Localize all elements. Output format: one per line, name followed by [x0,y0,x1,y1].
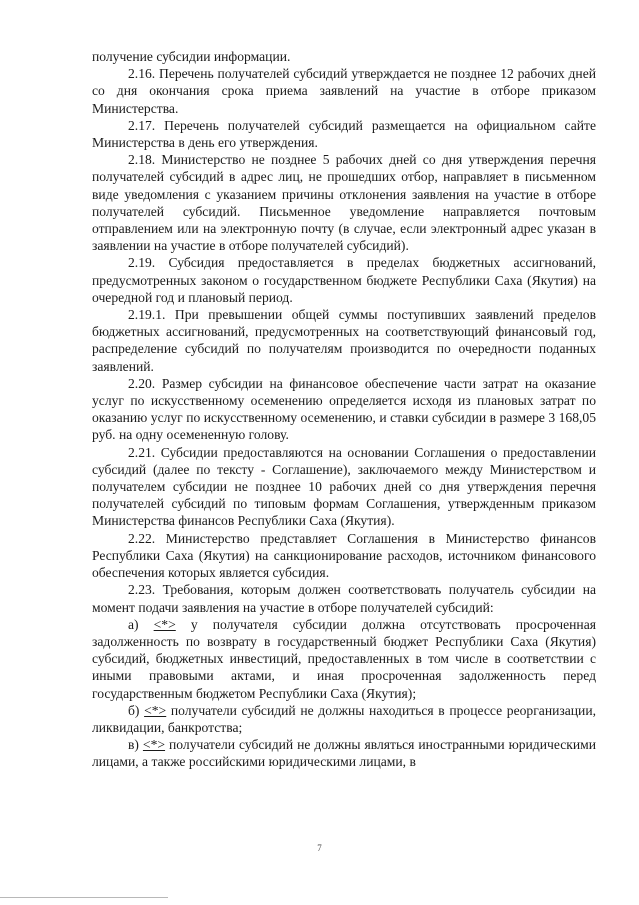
paragraph-continuation: получение субсидии информации. [92,49,291,64]
paragraph-2-23: 2.23. Требования, которым должен соответствовать получатель субсидии на момент подачи заявления на участие в отборе получателей субсидий: [92,582,596,615]
footnote-reference-link[interactable]: <*> [144,702,167,718]
list-item-text: получатели субсидий не должны являться иностранными юридическими лицами, а также российскими юридическими лицами, в [92,737,596,770]
list-item-marker: б) [128,702,145,718]
list-item-marker: а) [128,616,154,632]
list-item-text: получатели субсидий не должны находиться в процессе реорганизации, ликвидации, банкротства; [92,702,596,735]
footnote-reference-link[interactable]: <*> [142,737,166,753]
document-body [92,48,596,771]
page-number: 7 [317,843,322,853]
paragraph-2-19: 2.19. Субсидия предоставляется в пределах бюджетных ассигнований, предусмотренных законом о государственном бюджете Республики Саха (Якутия) на очередной год и плановый период. [92,255,596,305]
paragraph-2-16: 2.16. Перечень получателей субсидий утверждается не позднее 12 рабочих дней со дня окончания срока приема заявлений на участие в отборе приказом Министерства. [92,66,596,116]
footer-divider [0,897,168,898]
list-item-a [92,616,596,702]
footnote-reference-link[interactable]: <*> [153,616,176,632]
paragraph-2-19-1: 2.19.1. При превышении общей суммы поступивших заявлений пределов бюджетных ассигнований, предусмотренных на соответствующий финансовый год, распределение субсидий по получателям производится по очередности поданных заявлений. [92,307,596,374]
list-item-marker: в) [128,737,143,753]
list-item-v [92,736,596,770]
paragraph-2-20: 2.20. Размер субсидии на финансовое обеспечение части затрат на оказание услуг по искусственному осеменению определяется исходя из плановых затрат по оказанию услуг по искусственному осеменению, и ставки субсидии в размере 3 168,05 руб. на одну осемененную голову. [92,375,596,443]
paragraph-2-21: 2.21. Субсидии предоставляются на основании Соглашения о предоставлении субсидий (далее по тексту - Соглашение), заключаемого между Министерством и получателем субсидии не позднее 10 рабочих дней со дня утверждения перечня получателей субсидий по типовым формам Соглашения, утвержденным приказом Министерства финансов Республики Саха (Якутия). [92,444,596,529]
paragraph-2-17: 2.17. Перечень получателей субсидий размещается на официальном сайте Министерства в день его утверждения. [92,117,596,151]
list-item-b [92,702,596,736]
paragraph-2-22: 2.22. Министерство представляет Соглашения в Министерство финансов Республики Саха (Якутия) на санкционирование расходов, источником финансового обеспечения которых является субсидия. [92,530,596,581]
list-item-text: у получателя субсидии должна отсутствовать просроченная задолженность по возврату в государственный бюджет Республики Саха (Якутия) субсидий, бюджетных инвестиций, предоставленных в том числе в соответствии с иными правовыми актами, и иная просроченная задолженность перед государственным бюджетом Республики Саха (Якутия); [92,616,596,701]
paragraph-2-18: 2.18. Министерство не позднее 5 рабочих дней со дня утверждения перечня получателей субсидий в адрес лиц, не прошедших отбор, направляет в письменном виде уведомления с указанием причины отклонения заявления на участие в отборе получателей субсидий. Письменное уведомление направляется почтовым отправлением или на электронную почту (в случае, если электронный адрес указан в заявлении на участие в отборе получателей субсидий). [92,152,596,254]
